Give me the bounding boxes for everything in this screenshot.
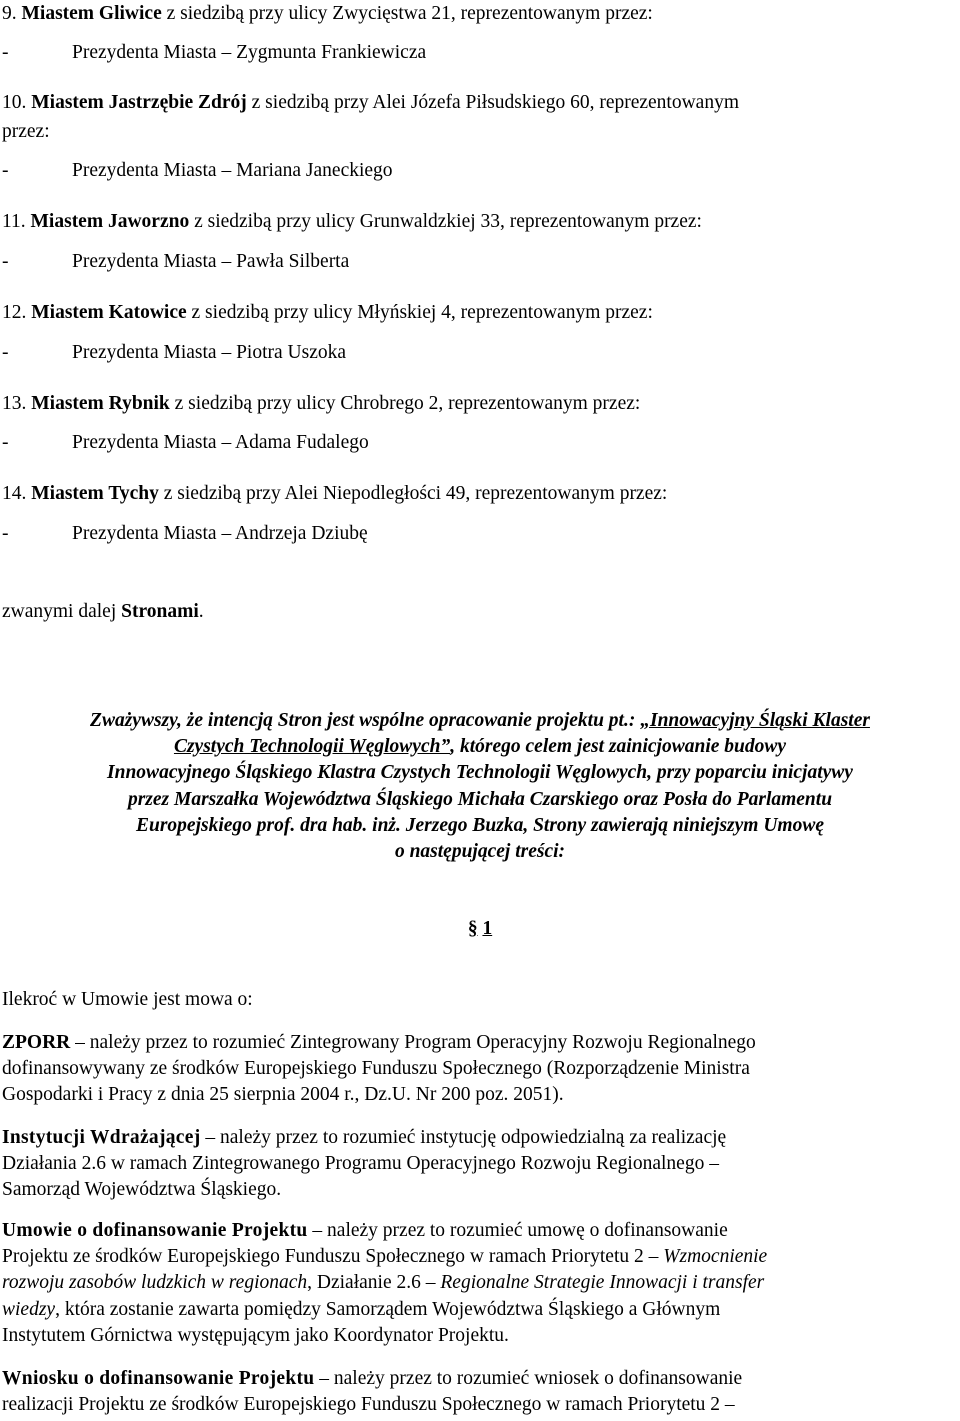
party-10-continuation: przez: <box>2 121 50 142</box>
party-10-representative: - Prezydenta Miasta – Mariana Janeckiego <box>2 160 393 181</box>
party-14-line <box>2 482 958 505</box>
party-13-representative: - Prezydenta Miasta – Adama Fudalego <box>2 432 369 453</box>
party-11-line <box>2 210 958 233</box>
party-number: 9. <box>2 3 17 24</box>
intro-paragraph <box>2 708 958 865</box>
definition-term: Umowie o dofinansowanie Projektu <box>2 1220 308 1241</box>
party-9-line <box>2 2 958 25</box>
dash: - <box>2 432 9 453</box>
party-number: 12. <box>2 302 27 323</box>
definition-umowa: Umowie o dofinansowanie Projektu – należy przez to rozumieć umowę o dofinansowanie Projektu ze środków Europejskiego Funduszu Społecznego w ramach Priorytetu 2 – Wzmocnienie rozwoju zasobów ludzkich w regionach, Działanie 2.6 – Regionalne Strategie Innowacji i transfer wiedzy, która zostanie zawarta pomiędzy Samorządem Województwa Śląskiego a Głównym Instytutem Górnictwa występującym jako Koordynator Projektu. <box>2 1220 768 1346</box>
section-heading <box>0 917 960 940</box>
party-name: Miastem Katowice <box>31 302 187 323</box>
dash: - <box>2 523 9 544</box>
party-name: Miastem Gliwice <box>21 3 162 24</box>
party-12-representative: - Prezydenta Miasta – Piotra Uszoka <box>2 342 347 363</box>
dash: - <box>2 160 9 181</box>
intro-line: Innowacyjnego Śląskiego Klastra Czystych Technologii Węglowych, przy poparciu inicjatywy <box>107 762 853 784</box>
party-description: z siedzibą przy ulicy Młyńskiej 4, reprezentowanym przez: <box>186 302 653 323</box>
intro-line: Czystych Technologii Węglowych”, którego celem jest zainicjowanie budowy <box>173 736 787 758</box>
intro-line: o następującej treści: <box>394 841 566 863</box>
party-10-line <box>2 91 958 114</box>
party-name: Miastem Jaworzno <box>30 211 190 232</box>
definition-zporr: ZPORR – należy przez to rozumieć Zintegrowany Program Operacyjny Rozwoju Regionalnego dofinansowywany ze środków Europejskiego Funduszu Społecznego (Rozporządzenie Ministra Gospodarki i Pracy z dnia 25 sierpnia 2004 r., Dz.U. Nr 200 poz. 2051). <box>2 1032 756 1106</box>
party-number: 11. <box>2 211 26 232</box>
intro-line: Europejskiego prof. dra hab. inż. Jerzego Buzka, Strony zawierają niniejszym Umowę <box>135 814 824 836</box>
project-title: Czystych Technologii Węglowych” <box>173 736 451 758</box>
party-description: z siedzibą przy ulicy Grunwaldzkiej 33, reprezentowanym przez: <box>189 211 702 232</box>
party-number: 10. <box>2 92 27 113</box>
party-number: 14. <box>2 483 27 504</box>
parties-closing: zwanymi dalej Stronami. <box>2 601 204 622</box>
party-9-representative: - Prezydenta Miasta – Zygmunta Frankiewicza <box>2 42 427 63</box>
party-name: Miastem Tychy <box>31 483 159 504</box>
party-name: Miastem Rybnik <box>31 393 170 414</box>
definition-term: Wniosku o dofinansowanie Projektu <box>2 1368 315 1389</box>
dash: - <box>2 42 9 63</box>
party-11-representative: - Prezydenta Miasta – Pawła Silberta <box>2 251 350 272</box>
section-number: 1 <box>482 918 493 939</box>
intro-line: przez Marszałka Województwa Śląskiego Michała Czarskiego oraz Posła do Parlamentu <box>127 788 833 810</box>
definition-wniosek: Wniosku o dofinansowanie Projektu – należy przez to rozumieć wniosek o dofinansowanie realizacji Projektu ze środków Europejskiego Funduszu Społecznego w ramach Priorytetu 2 – <box>2 1368 743 1416</box>
dash: - <box>2 342 9 363</box>
definition-instytucja: Instytucji Wdrażającej – należy przez to rozumieć instytucję odpowiedzialną za realizację Działania 2.6 w ramach Zintegrowanego Programu Operacyjnego Rozwoju Regionalnego – Samorząd Województwa Śląskiego. <box>2 1127 727 1201</box>
party-number: 13. <box>2 393 27 414</box>
definition-term: ZPORR <box>2 1032 71 1053</box>
project-title: „Innowacyjny Śląski Klaster <box>640 710 870 731</box>
dash: - <box>2 251 9 272</box>
party-description: z siedzibą przy ulicy Chrobrego 2, reprezentowanym przez: <box>169 393 641 414</box>
definition-term: Instytucji Wdrażającej <box>2 1127 201 1148</box>
party-12-line <box>2 301 958 324</box>
section-symbol: § <box>467 918 478 939</box>
intro-line: Zważywszy, że intencją Stron jest wspólne opracowanie projektu pt.: „Innowacyjny Śląski Klaster <box>90 710 870 731</box>
party-description: z siedzibą przy Alei Niepodległości 49, reprezentowanym przez: <box>158 483 668 504</box>
definitions-lead: Ilekroć w Umowie jest mowa o: <box>2 989 253 1010</box>
party-13-line <box>2 392 958 415</box>
party-description: z siedzibą przy Alei Józefa Piłsudskiego 60, reprezentowanym <box>246 92 740 113</box>
party-name: Miastem Jastrzębie Zdrój <box>31 92 247 113</box>
party-description: z siedzibą przy ulicy Zwycięstwa 21, reprezentowanym przez: <box>161 3 653 24</box>
party-14-representative: - Prezydenta Miasta – Andrzeja Dziubę <box>2 523 368 544</box>
